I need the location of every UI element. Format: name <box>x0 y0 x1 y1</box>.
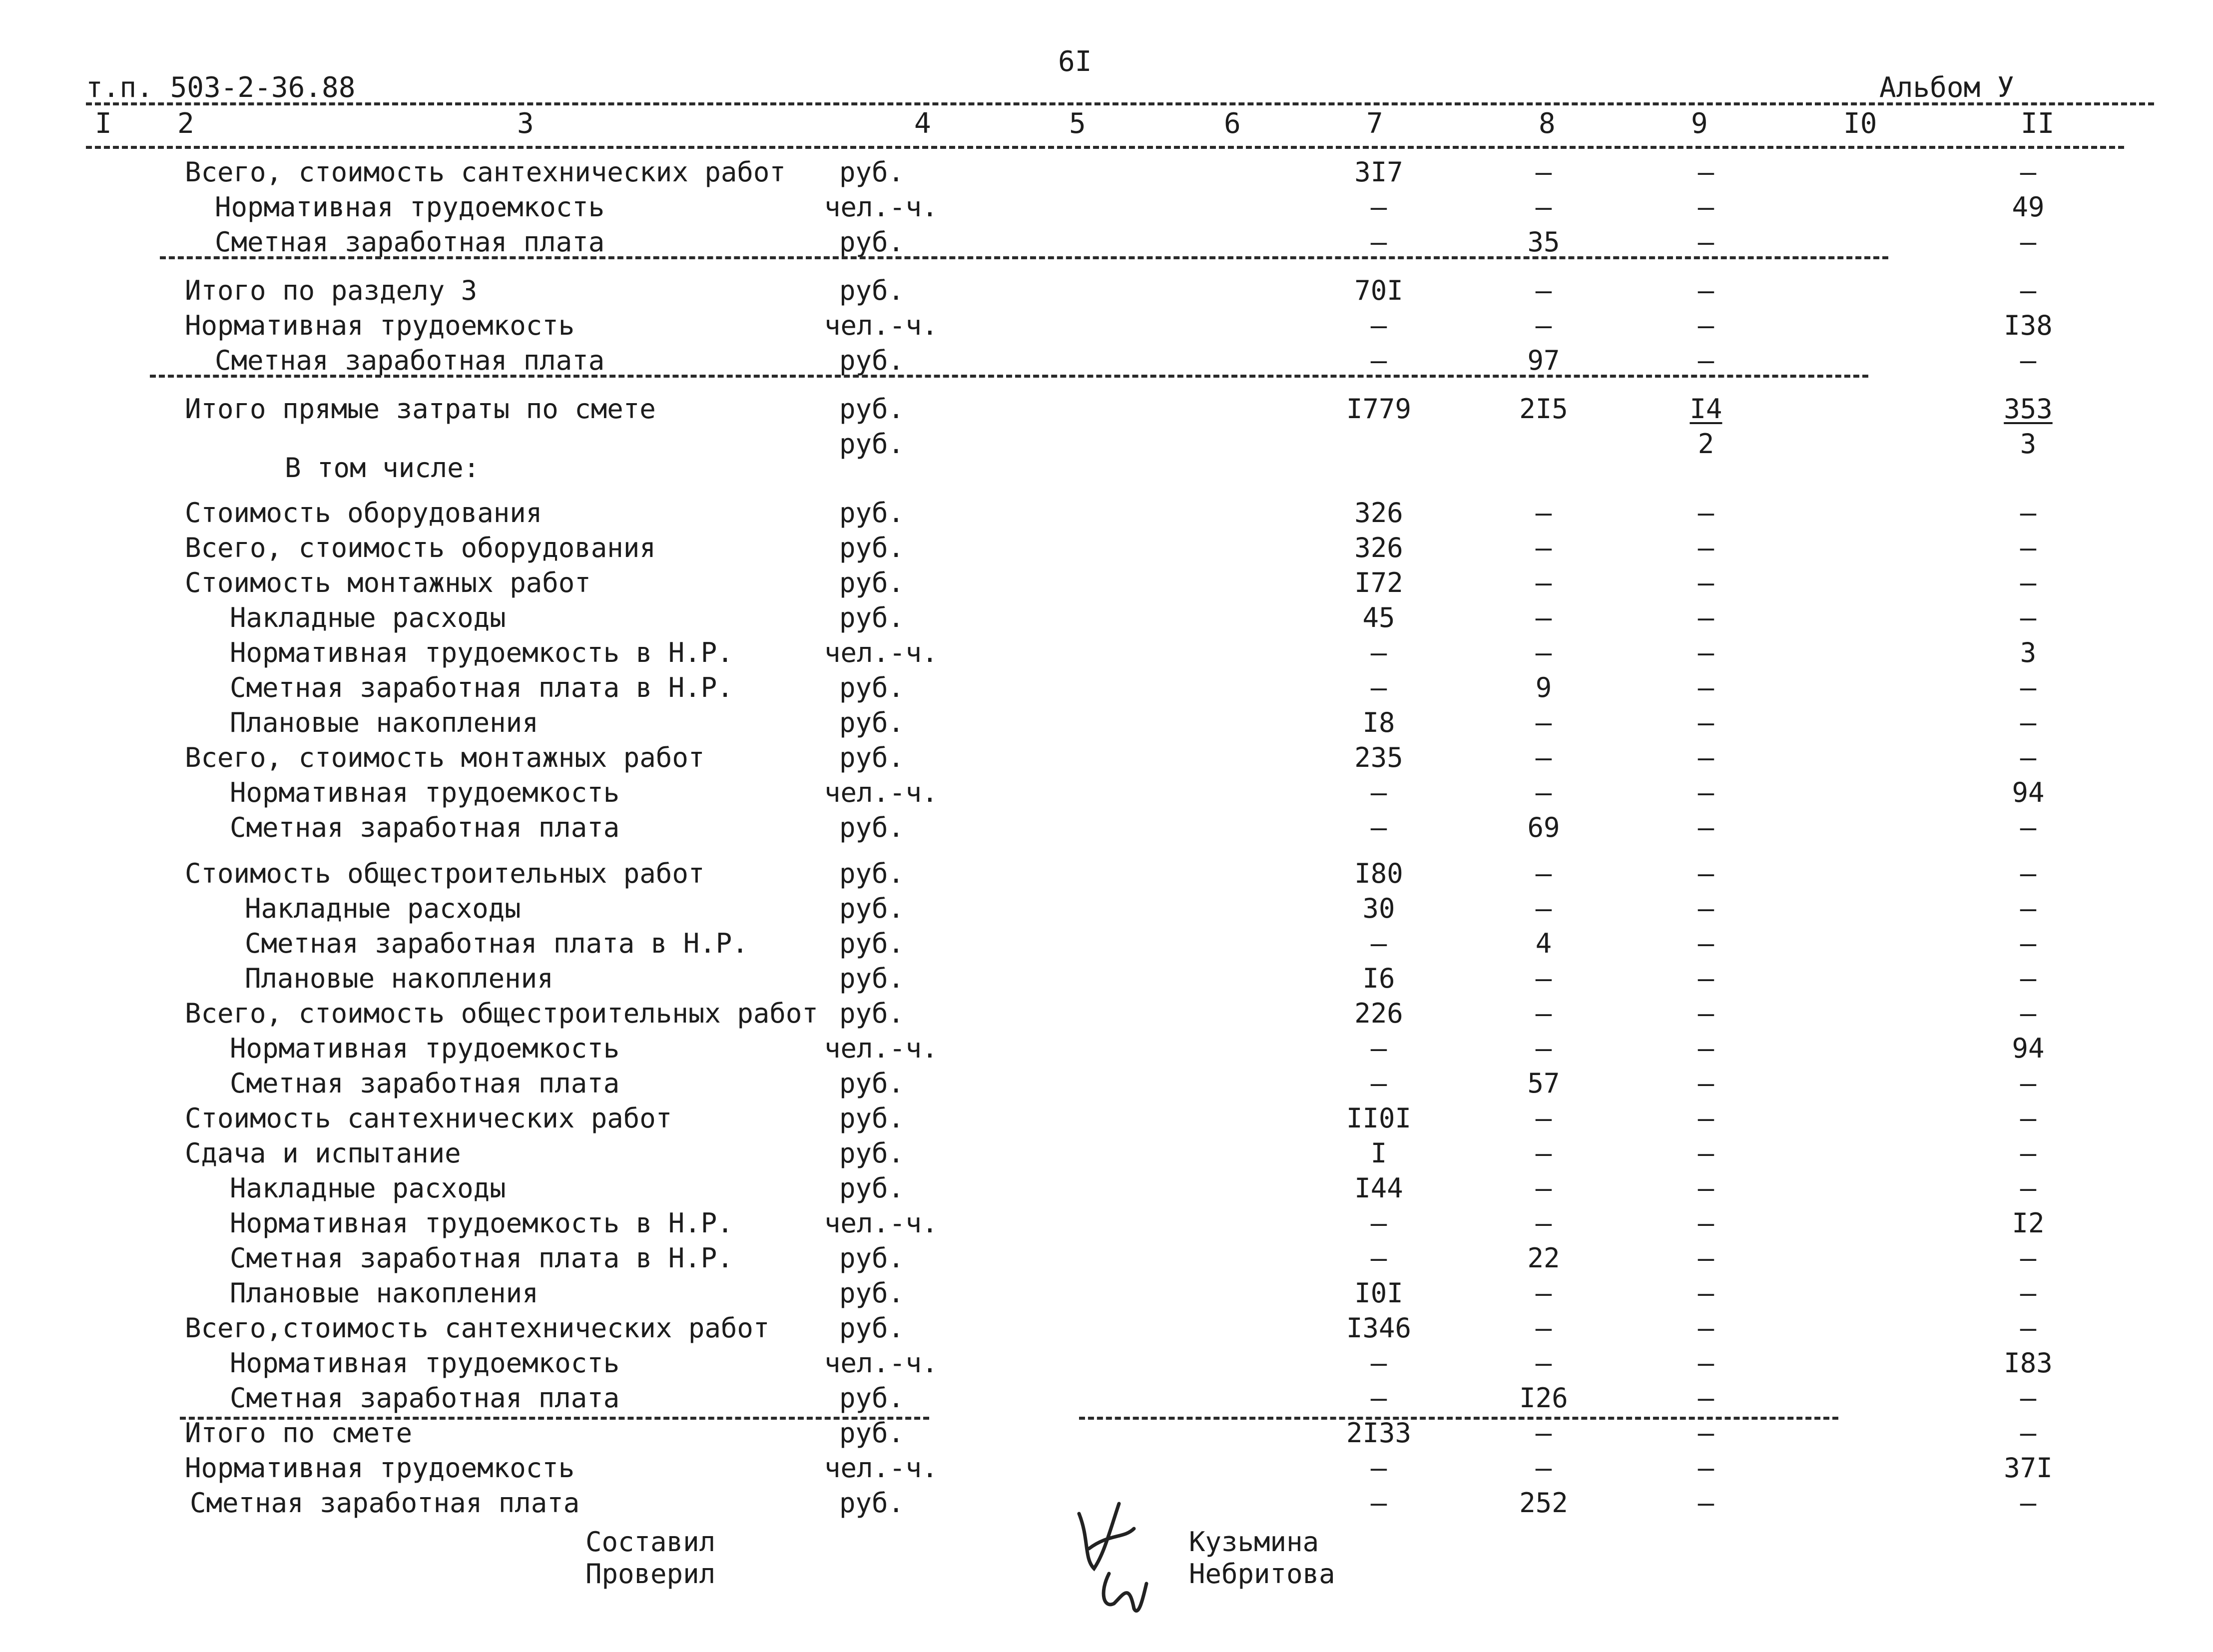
row-label: Сметная заработная плата <box>215 226 605 258</box>
cell-col-8: 69 <box>1527 812 1560 843</box>
row-unit: руб. <box>839 497 905 529</box>
row-unit: руб. <box>839 567 905 598</box>
cell-col-9: – <box>1697 893 1714 924</box>
cell-col-8: – <box>1535 1137 1552 1169</box>
cell-col-7: – <box>1370 777 1387 808</box>
cell-col-9: – <box>1697 777 1714 808</box>
cell-col-8: – <box>1535 998 1552 1029</box>
row-label: Плановые накопления <box>230 1277 539 1309</box>
cell-col-9: – <box>1697 1347 1714 1379</box>
row-label: Нормативная трудоемкость <box>185 1452 575 1484</box>
cell-col-9: – <box>1697 637 1714 668</box>
row-unit: чел.-ч. <box>824 310 938 341</box>
cell-col-11: 49 <box>2012 191 2045 223</box>
row-unit: руб. <box>839 742 905 773</box>
cell-col-11: 3 <box>2020 428 2037 460</box>
cell-col-7: – <box>1370 310 1387 341</box>
cell-col-8: – <box>1535 637 1552 668</box>
row-unit: руб. <box>839 275 905 306</box>
row-unit: руб. <box>839 858 905 889</box>
row-unit: чел.-ч. <box>824 637 938 668</box>
row-unit: руб. <box>839 672 905 703</box>
cell-col-11: – <box>2020 1487 2037 1519</box>
cell-col-8: – <box>1535 310 1552 341</box>
separator-line <box>180 1417 929 1420</box>
column-number: 6 <box>1224 107 1241 140</box>
cell-col-11: 353 <box>2004 393 2053 425</box>
row-unit: чел.-ч. <box>824 1207 938 1239</box>
row-label: Сметная заработная плата в Н.Р. <box>245 928 748 959</box>
row-label: Сметная заработная плата <box>215 345 605 376</box>
cell-col-9: – <box>1697 1452 1714 1484</box>
cell-col-8: – <box>1535 1417 1552 1449</box>
cell-col-8: 22 <box>1527 1242 1560 1274</box>
cell-col-9: – <box>1697 1207 1714 1239</box>
cell-col-11: – <box>2020 567 2037 598</box>
cell-col-8: – <box>1535 777 1552 808</box>
cell-col-9: – <box>1697 532 1714 563</box>
row-unit: руб. <box>839 1417 905 1449</box>
row-label: Итого прямые затраты по смете <box>185 393 656 425</box>
cell-col-7: – <box>1370 191 1387 223</box>
row-unit: руб. <box>839 345 905 376</box>
compiled-label: Составил <box>585 1526 716 1558</box>
cell-col-11: – <box>2020 226 2037 258</box>
cell-col-8: – <box>1535 1452 1552 1484</box>
cell-col-8: – <box>1535 1207 1552 1239</box>
cell-col-7: – <box>1370 637 1387 668</box>
cell-col-7: 30 <box>1362 893 1395 924</box>
cell-col-7: I0I <box>1354 1277 1403 1309</box>
row-label: Стоимость общестроительных работ <box>185 858 705 889</box>
separator-line <box>150 375 1868 378</box>
cell-col-7: I <box>1370 1137 1387 1169</box>
column-number: 5 <box>1069 107 1086 140</box>
cell-col-11: I38 <box>2004 310 2053 341</box>
row-label: Нормативная трудоемкость <box>230 777 620 808</box>
cell-col-8: 57 <box>1527 1068 1560 1099</box>
row-label: Всего, стоимость монтажных работ <box>185 742 705 773</box>
cell-col-8: – <box>1535 532 1552 563</box>
row-unit: руб. <box>839 812 905 843</box>
cell-col-11: 94 <box>2012 777 2045 808</box>
cell-col-11: 94 <box>2012 1033 2045 1064</box>
cell-col-7: I6 <box>1362 963 1395 994</box>
cell-col-9: – <box>1697 497 1714 529</box>
cell-col-7: 326 <box>1354 532 1403 563</box>
cell-col-9: – <box>1697 1242 1714 1274</box>
cell-col-8: 252 <box>1519 1487 1568 1519</box>
column-number: 7 <box>1366 107 1383 140</box>
cell-col-11: I2 <box>2012 1207 2045 1239</box>
row-unit: чел.-ч. <box>824 1033 938 1064</box>
cell-col-9: – <box>1697 998 1714 1029</box>
cell-col-8: 9 <box>1535 672 1552 703</box>
cell-col-7: – <box>1370 345 1387 376</box>
row-unit: руб. <box>839 602 905 633</box>
row-unit: руб. <box>839 893 905 924</box>
document-code <box>86 71 356 104</box>
row-label: Накладные расходы <box>230 1172 506 1204</box>
cell-col-7: I8 <box>1362 707 1395 738</box>
cell-col-11: – <box>2020 672 2037 703</box>
cell-col-7: 326 <box>1354 497 1403 529</box>
cell-col-9: – <box>1697 1417 1714 1449</box>
cell-col-11: – <box>2020 812 2037 843</box>
cell-col-9: – <box>1697 275 1714 306</box>
column-number: 2 <box>177 107 194 140</box>
cell-col-9: – <box>1697 928 1714 959</box>
cell-col-9: – <box>1697 1487 1714 1519</box>
cell-col-11: I83 <box>2004 1347 2053 1379</box>
separator-line <box>1079 1417 1838 1420</box>
row-label: Сметная заработная плата в Н.Р. <box>230 1242 733 1274</box>
cell-col-8: – <box>1535 963 1552 994</box>
separator-line <box>160 256 1888 259</box>
cell-col-11: – <box>2020 1102 2037 1134</box>
cell-col-11: – <box>2020 1312 2037 1344</box>
cell-col-8: – <box>1535 275 1552 306</box>
row-unit: руб. <box>839 1487 905 1519</box>
cell-col-8: 2I5 <box>1519 393 1568 425</box>
cell-col-8: – <box>1535 602 1552 633</box>
cell-col-9: – <box>1697 672 1714 703</box>
row-label: Нормативная трудоемкость <box>185 310 575 341</box>
cell-col-7: – <box>1370 1487 1387 1519</box>
cell-col-9: – <box>1697 858 1714 889</box>
cell-col-11: – <box>2020 893 2037 924</box>
column-number: 8 <box>1539 107 1556 140</box>
column-number: 4 <box>914 107 931 140</box>
column-number: 9 <box>1691 107 1708 140</box>
row-unit: руб. <box>839 156 905 188</box>
column-number: II <box>2021 107 2055 140</box>
cell-col-8: I26 <box>1519 1382 1568 1414</box>
column-number: I <box>95 107 112 140</box>
row-unit: чел.-ч. <box>824 1347 938 1379</box>
cell-col-11: – <box>2020 532 2037 563</box>
row-unit: руб. <box>839 1312 905 1344</box>
document-code-text: т.п. 503-2-36.88 <box>86 71 356 104</box>
row-unit: руб. <box>839 998 905 1029</box>
cell-col-11: 37I <box>2004 1452 2053 1484</box>
row-unit: руб. <box>839 1102 905 1134</box>
cell-col-11: – <box>2020 1417 2037 1449</box>
row-label: Всего, стоимость общестроительных работ <box>185 998 818 1029</box>
cell-col-9: – <box>1697 310 1714 341</box>
checked-label: Проверил <box>585 1558 716 1590</box>
cell-col-8: – <box>1535 1277 1552 1309</box>
row-unit: руб. <box>839 428 905 460</box>
cell-col-9: – <box>1697 1033 1714 1064</box>
cell-col-7: – <box>1370 1033 1387 1064</box>
cell-col-9: – <box>1697 156 1714 188</box>
cell-col-7: – <box>1370 812 1387 843</box>
cell-col-9: – <box>1697 707 1714 738</box>
cell-col-9: – <box>1697 963 1714 994</box>
cell-col-8: 97 <box>1527 345 1560 376</box>
cell-col-7: – <box>1370 1242 1387 1274</box>
cell-col-9: – <box>1697 567 1714 598</box>
row-label: Нормативная трудоемкость в Н.Р. <box>230 1207 733 1239</box>
cell-col-11: – <box>2020 1382 2037 1414</box>
cell-col-7: – <box>1370 672 1387 703</box>
cell-col-11: – <box>2020 1242 2037 1274</box>
row-label: Сметная заработная плата в Н.Р. <box>230 672 733 703</box>
cell-col-9: – <box>1697 1102 1714 1134</box>
row-label: Стоимость оборудования <box>185 497 543 529</box>
cell-col-11: – <box>2020 858 2037 889</box>
row-label: В том числе: <box>285 452 480 484</box>
row-unit: руб. <box>839 393 905 425</box>
cell-col-7: – <box>1370 1382 1387 1414</box>
cell-col-9: – <box>1697 812 1714 843</box>
cell-col-8: – <box>1535 742 1552 773</box>
cell-col-9: I4 <box>1689 393 1722 425</box>
cell-col-9: 2 <box>1697 428 1714 460</box>
cell-col-11: – <box>2020 345 2037 376</box>
cell-col-11: – <box>2020 963 2037 994</box>
cell-col-9: – <box>1697 602 1714 633</box>
cell-col-11: – <box>2020 497 2037 529</box>
row-unit: руб. <box>839 1242 905 1274</box>
column-number: I0 <box>1843 107 1877 140</box>
row-label: Сдача и испытание <box>185 1137 461 1169</box>
cell-col-7: 70I <box>1354 275 1403 306</box>
cell-col-8: – <box>1535 567 1552 598</box>
cell-col-7: 3I7 <box>1354 156 1403 188</box>
row-unit: чел.-ч. <box>824 1452 938 1484</box>
cell-col-7: I44 <box>1354 1172 1403 1204</box>
cell-col-11: 3 <box>2020 637 2037 668</box>
row-unit: руб. <box>839 707 905 738</box>
cell-col-7: 45 <box>1362 602 1395 633</box>
cell-col-9: – <box>1697 345 1714 376</box>
row-label: Нормативная трудоемкость <box>230 1033 620 1064</box>
compiled-name: Кузьмина <box>1189 1526 1319 1558</box>
cell-col-11: – <box>2020 1137 2037 1169</box>
cell-col-9: – <box>1697 1382 1714 1414</box>
cell-col-11: – <box>2020 275 2037 306</box>
row-label: Итого по разделу 3 <box>185 275 478 306</box>
cell-col-7: 2I33 <box>1346 1417 1412 1449</box>
cell-col-9: – <box>1697 1312 1714 1344</box>
cell-col-8: – <box>1535 707 1552 738</box>
row-label: Нормативная трудоемкость <box>215 191 605 223</box>
cell-col-7: – <box>1370 1207 1387 1239</box>
checked-name: Небритова <box>1189 1558 1335 1590</box>
row-unit: руб. <box>839 1137 905 1169</box>
cell-col-7: – <box>1370 1347 1387 1379</box>
signature-image <box>1059 1494 1159 1629</box>
row-label: Стоимость монтажных работ <box>185 567 591 598</box>
cell-col-11: – <box>2020 1277 2037 1309</box>
row-unit: руб. <box>839 226 905 258</box>
cell-col-8: – <box>1535 191 1552 223</box>
album-label: Альбом У <box>1879 71 2014 104</box>
cell-col-9: – <box>1697 1137 1714 1169</box>
row-unit: руб. <box>839 532 905 563</box>
cell-col-8: – <box>1535 156 1552 188</box>
row-label: Всего, стоимость сантехнических работ <box>185 156 786 188</box>
cell-col-11: – <box>2020 156 2037 188</box>
cell-col-11: – <box>2020 742 2037 773</box>
cell-col-7: – <box>1370 1452 1387 1484</box>
cell-col-7: 226 <box>1354 998 1403 1029</box>
cell-col-8: – <box>1535 497 1552 529</box>
row-label: Нормативная трудоемкость в Н.Р. <box>230 637 733 668</box>
cell-col-8: 4 <box>1535 928 1552 959</box>
cell-col-11: – <box>2020 602 2037 633</box>
column-number: 3 <box>517 107 534 140</box>
cell-col-7: II0I <box>1346 1102 1412 1134</box>
cell-col-9: – <box>1697 742 1714 773</box>
header-top-rule <box>86 102 2154 105</box>
cell-col-7: I72 <box>1354 567 1403 598</box>
cell-col-11: – <box>2020 928 2037 959</box>
cell-col-11: – <box>2020 998 2037 1029</box>
row-unit: руб. <box>839 1382 905 1414</box>
header-bottom-rule <box>86 146 2124 149</box>
cell-col-8: – <box>1535 1312 1552 1344</box>
row-unit: руб. <box>839 1068 905 1099</box>
row-unit: чел.-ч. <box>824 191 938 223</box>
cell-col-9: – <box>1697 1277 1714 1309</box>
cell-col-7: – <box>1370 928 1387 959</box>
row-label: Плановые накопления <box>245 963 553 994</box>
row-unit: руб. <box>839 1277 905 1309</box>
row-label: Сметная заработная плата <box>230 812 620 843</box>
cell-col-8: – <box>1535 1172 1552 1204</box>
row-label: Нормативная трудоемкость <box>230 1347 620 1379</box>
cell-col-9: – <box>1697 226 1714 258</box>
cell-col-8: – <box>1535 1347 1552 1379</box>
row-label: Всего, стоимость оборудования <box>185 532 656 563</box>
row-label: Стоимость сантехнических работ <box>185 1102 672 1134</box>
cell-col-7: I80 <box>1354 858 1403 889</box>
row-label: Плановые накопления <box>230 707 539 738</box>
row-label: Накладные расходы <box>245 893 521 924</box>
cell-col-8: – <box>1535 1102 1552 1134</box>
row-label: Накладные расходы <box>230 602 506 633</box>
cell-col-9: – <box>1697 1172 1714 1204</box>
row-label: Сметная заработная плата <box>230 1068 620 1099</box>
row-label: Всего,стоимость сантехнических работ <box>185 1312 770 1344</box>
row-label: Итого по смете <box>185 1417 413 1449</box>
cell-col-9: – <box>1697 1068 1714 1099</box>
row-unit: чел.-ч. <box>824 777 938 808</box>
cell-col-8: 35 <box>1527 226 1560 258</box>
cell-col-7: I779 <box>1346 393 1412 425</box>
row-unit: руб. <box>839 928 905 959</box>
row-unit: руб. <box>839 963 905 994</box>
cell-col-8: – <box>1535 858 1552 889</box>
page-number: 6I <box>1058 45 1092 78</box>
cell-col-7: I346 <box>1346 1312 1412 1344</box>
cell-col-7: 235 <box>1354 742 1403 773</box>
row-unit: руб. <box>839 1172 905 1204</box>
cell-col-9: – <box>1697 191 1714 223</box>
cell-col-7: – <box>1370 1068 1387 1099</box>
row-label: Сметная заработная плата <box>190 1487 580 1519</box>
cell-col-8: – <box>1535 1033 1552 1064</box>
cell-col-11: – <box>2020 1172 2037 1204</box>
cell-col-8: – <box>1535 893 1552 924</box>
cell-col-7: – <box>1370 226 1387 258</box>
cell-col-11: – <box>2020 707 2037 738</box>
row-label: Сметная заработная плата <box>230 1382 620 1414</box>
cell-col-11: – <box>2020 1068 2037 1099</box>
